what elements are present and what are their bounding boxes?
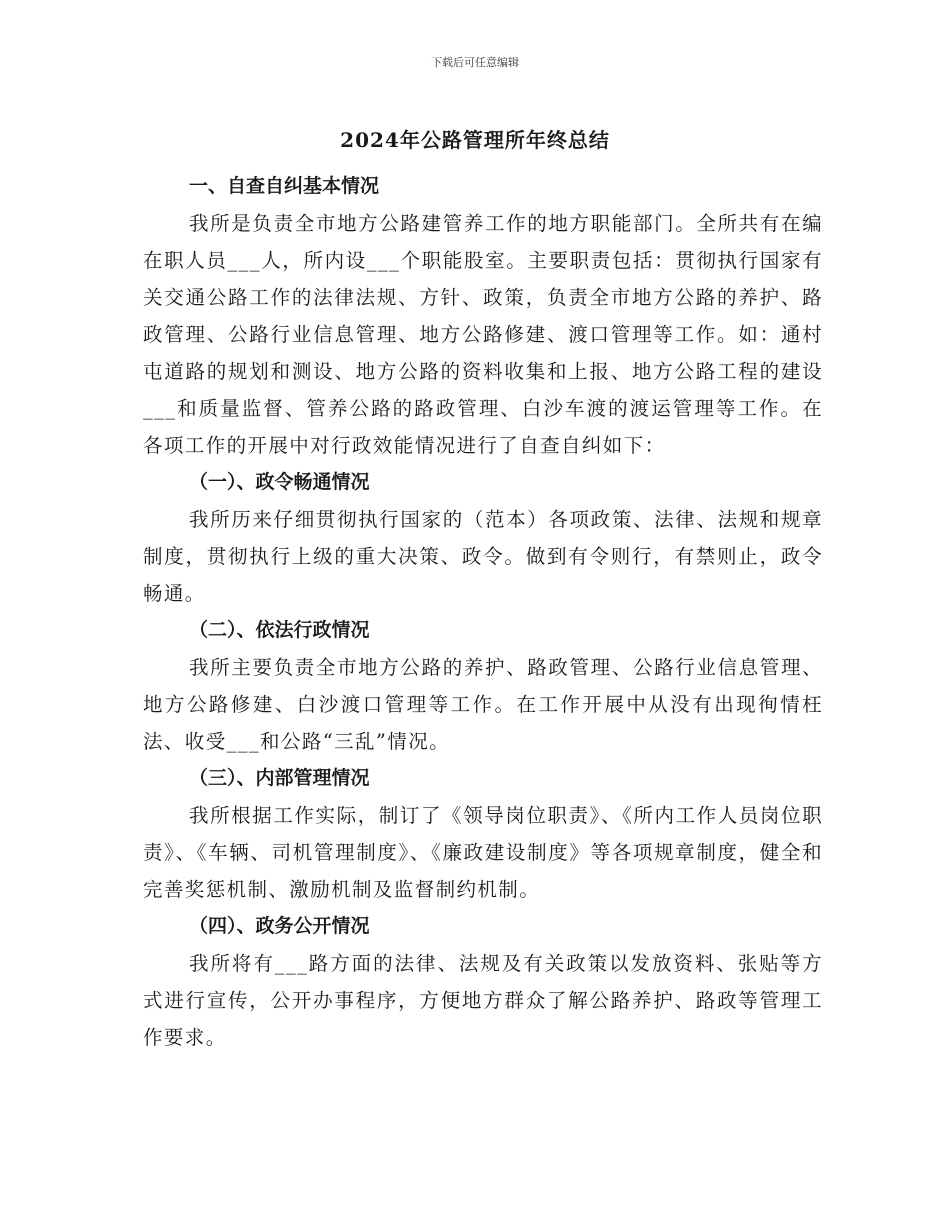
paragraph-public-affairs: 我所将有___路方面的法律、法规及有关政策以发放资料、张贴等方式进行宣传，公开办事程序，方便地方群众了解公路养护、路政等管理工作要求。	[143, 952, 823, 1049]
paragraph-internal-mgmt: 我所根据工作实际，制订了《领导岗位职责》、《所内工作人员岗位职责》、《车辆、司机管理制度》、《廉政建设制度》等各项规章制度，健全和完善奖惩机制、激励机制及监督制约机制。	[143, 804, 823, 901]
paragraph-lawful-admin: 我所主要负责全市地方公路的养护、路政管理、公路行业信息管理、地方公路修建、白沙渡口管理等工作。在工作开展中从没有出现徇情枉法、收受___和公路“三乱”情况。	[143, 656, 823, 753]
document-title: 2024年公路管理所年终总结	[340, 128, 610, 152]
document-body	[143, 168, 823, 1056]
subheading-orders: （一）、政令畅通情况	[189, 471, 370, 493]
subheading-lawful-admin: （二）、依法行政情况	[189, 619, 370, 641]
paragraph-intro: 我所是负责全市地方公路建管养工作的地方职能部门。全所共有在编在职人员___人，所内设___个职能股室。主要职责包括：贯彻执行国家有关交通公路工作的法律法规、方针、政策，负责全市地方公路的养护、路政管理、公路行业信息管理、地方公路修建、渡口管理等工作。如：通村屯道路的规划和测设、地方公路的资料收集和上报、地方公路工程的建设___和质量监督、管养公路的路政管理、白沙车渡的渡运管理等工作。在各项工作的开展中对行政效能情况进行了自查自纠如下：	[143, 212, 823, 457]
section-heading-self-inspection: 一、自查自纠基本情况	[189, 175, 380, 197]
header-note: 下载后可任意编辑	[431, 56, 519, 69]
paragraph-orders: 我所历来仔细贯彻执行国家的（范本）各项政策、法律、法规和规章制度，贯彻执行上级的重大决策、政令。做到有令则行，有禁则止，政令畅通。	[143, 508, 823, 605]
subheading-public-affairs: （四）、政务公开情况	[189, 915, 370, 937]
subheading-internal-mgmt: （三）、内部管理情况	[189, 767, 370, 789]
